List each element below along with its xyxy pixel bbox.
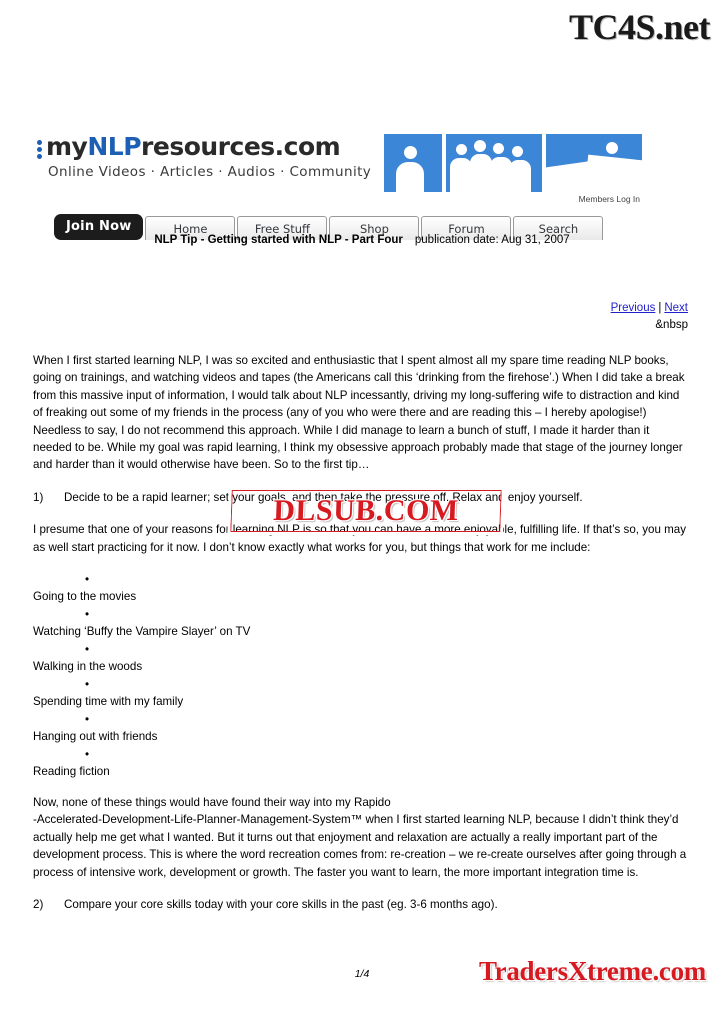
list-item — [33, 711, 691, 745]
article-title-bar — [0, 234, 724, 246]
site-tagline: Online Videos · Articles · Audios · Community — [48, 164, 372, 180]
list-item — [33, 606, 691, 640]
page-title: NLP Tip - Getting started with NLP - Part Four — [154, 234, 403, 246]
logo-prefix: my — [46, 132, 88, 161]
tip-1-number: 1) — [33, 490, 44, 504]
paragraph-recreation-line2: -Accelerated-Development-Life-Planner-Management-System™ when I first started learning NLP, because I didn’t think they’d actually help me get what I wanted. But it turns out that enjoyment and relaxation are actually a really important part of the development process. This is where the word recreation comes from: re-creation – we re-create ourselves after going through a process of intensive work, development or growth. The faster you want to learn, the more important integration time is. — [33, 813, 687, 879]
nbsp-text: &nbsp — [655, 319, 688, 331]
next-link[interactable]: Next — [664, 302, 688, 314]
bullet-icon: • — [85, 643, 90, 657]
tip-item-2 — [33, 896, 691, 913]
bullet-icon: • — [85, 678, 90, 692]
tip-2-text: Compare your core skills today with your core skills in the past (eg. 3-6 months ago). — [64, 898, 498, 912]
list-item — [33, 746, 691, 780]
header-banner-images — [384, 134, 642, 192]
banner-person-image — [384, 134, 442, 192]
list-item-label: Going to the movies — [33, 590, 137, 604]
logo-nlp: NLP — [87, 132, 142, 161]
nav-tab-forum[interactable]: Forum — [421, 216, 511, 240]
previous-link[interactable]: Previous — [610, 302, 656, 314]
dlsub-watermark: DLSUB.COM — [227, 487, 505, 535]
publication-date: publication date: Aug 31, 2007 — [414, 234, 570, 246]
article-body — [33, 352, 691, 929]
nav-tab-search[interactable]: Search — [513, 216, 603, 240]
tip-2-number: 2) — [33, 898, 44, 912]
site-header — [36, 132, 640, 238]
bullet-icon: • — [85, 713, 90, 727]
join-now-button[interactable]: Join Now — [54, 214, 143, 240]
logo-dots-icon — [36, 138, 46, 158]
list-item — [33, 571, 691, 605]
banner-group-image — [446, 134, 542, 192]
tip-1-text: Decide to be a rapid learner; set your goals, and then take the pressure off. Relax and enjoy yourself. — [64, 490, 583, 504]
site-logo[interactable] — [36, 132, 381, 180]
members-login-link[interactable]: Members Log In — [578, 194, 640, 204]
banner-landscape-image — [546, 134, 642, 192]
bullet-icon: • — [85, 608, 90, 622]
page-number: 1/4 — [354, 968, 370, 980]
pager-separator: | — [658, 302, 662, 314]
pager-links — [611, 302, 688, 314]
list-item-label: Walking in the woods — [33, 660, 143, 674]
activities-list — [33, 571, 691, 780]
paragraph-recreation-line1: Now, none of these things would have found their way into my Rapido — [33, 796, 391, 810]
nav-tab-shop[interactable]: Shop — [329, 216, 419, 240]
list-item — [33, 676, 691, 710]
bullet-icon: • — [85, 748, 90, 762]
list-item-label: Watching ‘Buffy the Vampire Slayer’ on TV — [33, 625, 251, 639]
tradersxtreme-watermark: TradersXtreme.com — [478, 956, 706, 986]
paragraph-reasons: I presume that one of your reasons for learning NLP is so that you can have a more enjoyable, fulfilling life. If that’s so, you may as well start practicing for it now. I don’t know exactly what works for you, but things that work for me include: — [33, 523, 687, 554]
bullet-icon: • — [85, 573, 90, 587]
tc4s-brand-watermark: TC4S.net — [568, 7, 710, 47]
list-item — [33, 641, 691, 675]
nav-tab-free-stuff[interactable]: Free Stuff — [237, 216, 327, 240]
site-logo-text — [36, 132, 381, 161]
list-item-label: Reading fiction — [33, 765, 110, 779]
list-item-label: Hanging out with friends — [33, 730, 158, 744]
nav-tab-home[interactable]: Home — [145, 216, 235, 240]
logo-suffix: resources.com — [141, 132, 341, 161]
paragraph-intro: When I first started learning NLP, I was so excited and enthusiastic that I spent almost all my spare time reading NLP books, going on trainings, and watching videos and tapes (the Americans call this ‘drinking from the firehose’.) When I did take a break from this massive input of information, I would talk about NLP incessantly, driving my long-suffering wife to distraction and kind of freaking out some of my friends in the process (any of you who were there and are reading this – I hereby apologise!) Needless to say, I do not recommend this approach. While I did manage to learn a bunch of stuff, I made it harder than it needed to be. While my goal was rapid learning, I think my obsessive approach probably made that stage of the journey longer and harder than it would otherwise have been. So to the first tip… — [33, 354, 685, 472]
list-item-label: Spending time with my family — [33, 695, 184, 709]
